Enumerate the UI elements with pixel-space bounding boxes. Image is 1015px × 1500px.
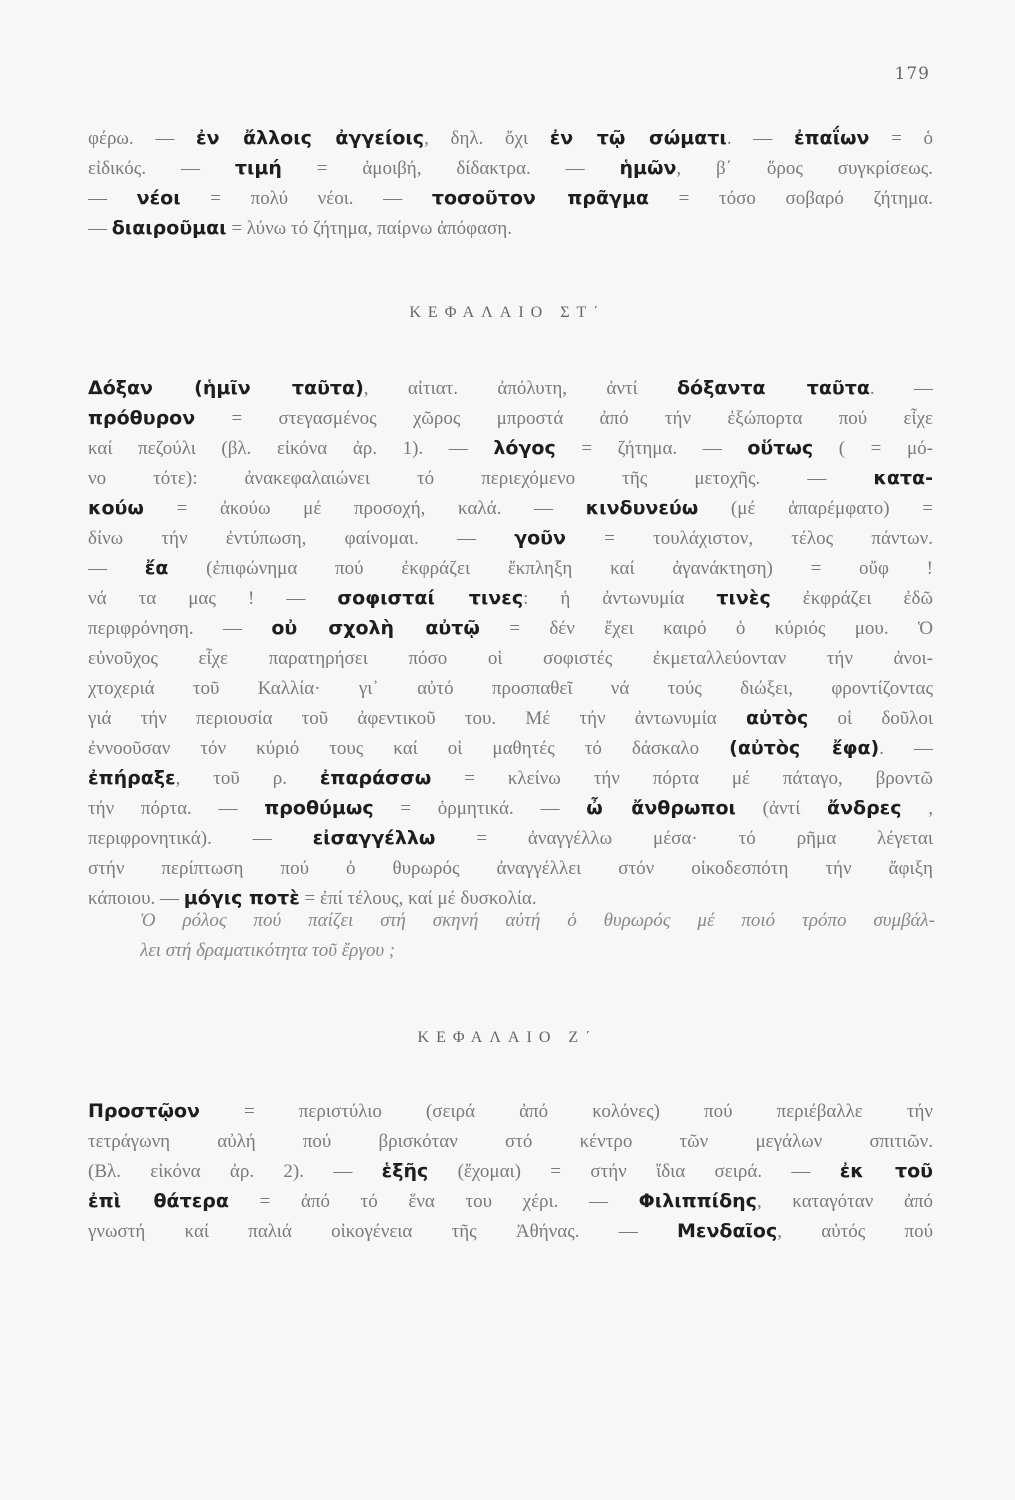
lemma-term: οὐ σχολὴ αὐτῷ (271, 617, 480, 639)
gloss-text: ἐκφράζει ἐδῶ (770, 588, 933, 609)
lemma-term: Προστῷον (88, 1100, 200, 1122)
lemma-term: τοσοῦτον πρᾶγμα (431, 187, 649, 209)
gloss-text: χτοχεριά τοῦ Καλλία· γι᾽ αὐτό προσπαθεῖ νά τούς διώξει, φροντίζοντας (88, 678, 933, 699)
lemma-term: ἄνδρες (827, 797, 902, 819)
text-line (88, 703, 933, 733)
gloss-text: νά τα μας ! — (88, 588, 338, 609)
gloss-text: , (901, 798, 933, 819)
text-line (88, 463, 933, 493)
lemma-term: λόγος (493, 437, 556, 459)
lemma-term: οὕτως (747, 437, 814, 459)
text-line (88, 643, 933, 673)
gloss-text: = κλείνω τήν πόρτα μέ πάταγο, βροντῶ (431, 768, 933, 789)
gloss-text: , αἰτιατ. ἀπόλυτη, ἀντί (363, 378, 677, 399)
gloss-text: (ἐπιφώνημα πού ἐκφράζει ἔκπληξη καί ἀγανάκτηση) = οὔφ ! (168, 558, 933, 579)
chapter-st-notes (88, 373, 933, 913)
lemma-term: κινδυνεύω (585, 497, 699, 519)
gloss-text: , αὐτός πού (777, 1221, 933, 1242)
gloss-text: : ἡ ἀντωνυμία (523, 588, 717, 609)
text-line (88, 583, 933, 613)
lemma-term: Φιλιππίδης (638, 1190, 757, 1212)
text-line (88, 1126, 933, 1156)
gloss-text: δίνω τήν ἐντύπωση, φαίνομαι. — (88, 528, 515, 549)
gloss-text: , β΄ ὅρος συγκρίσεως. (676, 158, 933, 179)
text-line (88, 213, 933, 243)
gloss-text: (μέ ἀπαρέμφατο) = (698, 498, 933, 519)
gloss-text: καί πεζούλι (βλ. εἰκόνα ἀρ. 1). — (88, 438, 494, 459)
text-line (88, 183, 933, 213)
gloss-text: = ἀκούω μέ προσοχή, καλά. — (143, 498, 586, 519)
gloss-text: οἱ δοῦλοι (808, 708, 933, 729)
text-line (88, 1216, 933, 1246)
gloss-text: , τοῦ ρ. (175, 768, 320, 789)
gloss-text: — (88, 188, 137, 209)
gloss-text: τήν πόρτα. — (88, 798, 265, 819)
lemma-term: ἡμῶν (619, 157, 677, 179)
gloss-text: , καταγόταν ἀπό (756, 1191, 933, 1212)
gloss-text: = πολύ νέοι. — (180, 188, 432, 209)
text-line (88, 1186, 933, 1216)
lemma-term: νέοι (136, 187, 181, 209)
gloss-text: = δέν ἔχει καιρό ὁ κύριός μου. Ὁ (479, 618, 933, 639)
gloss-text: = ὁ (869, 128, 933, 149)
gloss-text: γιά τήν περιουσία τοῦ ἀφεντικοῦ του. Μέ τήν ἀντωνυμία (88, 708, 746, 729)
text-line (88, 123, 933, 153)
text-line (140, 935, 935, 965)
lemma-term: εἰσαγγέλλω (312, 827, 436, 849)
gloss-text: — (88, 218, 112, 239)
lemma-term: γοῦν (514, 527, 566, 549)
lemma-term: προθύμως (264, 797, 374, 819)
gloss-text: (ἀντί (735, 798, 828, 819)
lemma-term: κατα- (873, 467, 933, 489)
gloss-text: λει στή δραματικότητα τοῦ ἔργου ; (140, 940, 396, 961)
gloss-text: — (88, 558, 145, 579)
gloss-text: = ἐπί τέλους, καί μέ δυσκολία. (299, 888, 537, 909)
text-line (88, 853, 933, 883)
text-line (88, 763, 933, 793)
gloss-text: εὐνοῦχος εἶχε παρατηρήσει πόσο οἱ σοφιστές ἐκμεταλλεύονταν τήν ἀνοι- (88, 648, 933, 669)
gloss-text: (ἔχομαι) = στήν ἴδια σειρά. — (428, 1161, 840, 1182)
lemma-term: πρόθυρον (88, 407, 196, 429)
lemma-term: Μενδαῖος (676, 1220, 778, 1242)
gloss-text: ἐννοοῦσαν τόν κύριό τους καί οἱ μαθητές τό δάσκαλο (88, 738, 730, 759)
lemma-term: ἐπαΐων (793, 127, 870, 149)
text-line (88, 613, 933, 643)
lemma-term: κούω (88, 497, 144, 519)
text-line (88, 433, 933, 463)
lemma-term: τινὲς (716, 587, 771, 609)
lemma-term: μόγις ποτὲ (183, 887, 300, 909)
intro-notes (88, 123, 933, 243)
lemma-term: ἐπαράσσω (319, 767, 432, 789)
gloss-text: . — (869, 378, 933, 399)
gloss-text: = τόσο σοβαρό ζήτημα. (649, 188, 933, 209)
gloss-text: τετράγωνη αὐλή πού βρισκόταν στό κέντρο τῶν μεγάλων σπιτιῶν. (88, 1131, 933, 1152)
chapter-heading-z: ΚΕΦΑΛΑΙΟ Ζ΄ (417, 1029, 598, 1046)
gloss-text: = ἀναγγέλλω μέσα· τό ρῆμα λέγεται (435, 828, 933, 849)
lemma-term: αὐτὸς (745, 707, 809, 729)
text-line (88, 373, 933, 403)
text-line (88, 493, 933, 523)
text-line (140, 905, 935, 935)
gloss-text: περιφρονητικά). — (88, 828, 313, 849)
chapter-heading-st: ΚΕΦΑΛΑΙΟ ΣΤ΄ (409, 304, 606, 321)
text-line (88, 523, 933, 553)
text-line (88, 1096, 933, 1126)
gloss-text: . — (726, 128, 794, 149)
text-line (88, 553, 933, 583)
gloss-text: κάποιου. — (88, 888, 184, 909)
gloss-text: = ζήτημα. — (555, 438, 748, 459)
lemma-term: ἐν τῷ σώματι (549, 127, 727, 149)
gloss-text: = περιστύλιο (σειρά ἀπό κολόνες) πού περιέβαλλε τήν (200, 1101, 933, 1122)
lemma-term: σοφισταί τινες (337, 587, 524, 609)
lemma-term: ἐπὶ θάτερα (88, 1190, 229, 1212)
text-line (88, 793, 933, 823)
gloss-text: ( = μό- (813, 438, 933, 459)
lemma-term: ἔα (144, 557, 169, 579)
text-line (88, 1156, 933, 1186)
gloss-text: εἰδικός. — (88, 158, 235, 179)
lemma-term: διαιροῦμαι (111, 217, 227, 239)
text-line (88, 673, 933, 703)
gloss-text: . — (879, 738, 933, 759)
page-number: 179 (894, 64, 930, 84)
gloss-text: , δηλ. ὄχι (424, 128, 550, 149)
gloss-text: νο τότε): ἀνακεφαλαιώνει τό περιεχόμενο τῆς μετοχῆς. — (88, 468, 874, 489)
chapter-z-notes (88, 1096, 933, 1246)
lemma-term: ὦ ἄνθρωποι (586, 797, 736, 819)
text-line (88, 823, 933, 853)
lemma-term: Δόξαν (ἡμῖν ταῦτα) (88, 377, 364, 399)
text-line (88, 403, 933, 433)
gloss-text: = λύνω τό ζήτημα, παίρνω ἀπόφαση. (226, 218, 512, 239)
gloss-text: περιφρόνηση. — (88, 618, 272, 639)
gloss-text: Ὁ ρόλος πού παίζει στή σκηνή αὐτή ὁ θυρωρός μέ ποιό τρόπο συμβάλ- (140, 910, 935, 931)
lemma-term: ἐν ἄλλοις ἀγγείοις (196, 127, 425, 149)
lemma-term: (αὐτὸς ἔφα) (729, 737, 880, 759)
gloss-text: φέρω. — (88, 128, 197, 149)
text-line (88, 733, 933, 763)
lemma-term: ἐπήραξε (88, 767, 176, 789)
gloss-text: (Βλ. εἰκόνα ἀρ. 2). — (88, 1161, 382, 1182)
gloss-text: = τουλάχιστον, τέλος πάντων. (565, 528, 933, 549)
gloss-text: γνωστή καί παλιά οἰκογένεια τῆς Ἀθήνας. — (88, 1221, 677, 1242)
lemma-term: ἐκ τοῦ (839, 1160, 933, 1182)
lemma-term: ἑξῆς (381, 1160, 429, 1182)
text-line (88, 153, 933, 183)
lemma-term: δόξαντα ταῦτα (677, 377, 870, 399)
gloss-text: = ὁρμητικά. — (373, 798, 587, 819)
gloss-text: = ἀπό τό ἕνα του χέρι. — (228, 1191, 639, 1212)
gloss-text: = στεγασμένος χῶρος μπροστά ἀπό τήν ἐξώπορτα πού εἶχε (195, 408, 933, 429)
gloss-text: = ἀμοιβή, δίδακτρα. — (281, 158, 620, 179)
gloss-text: στήν περίπτωση πού ὁ θυρωρός ἀναγγέλλει στόν οἰκοδεσπότη τήν ἄφιξη (88, 858, 933, 879)
study-question (140, 905, 935, 965)
lemma-term: τιμή (234, 157, 282, 179)
